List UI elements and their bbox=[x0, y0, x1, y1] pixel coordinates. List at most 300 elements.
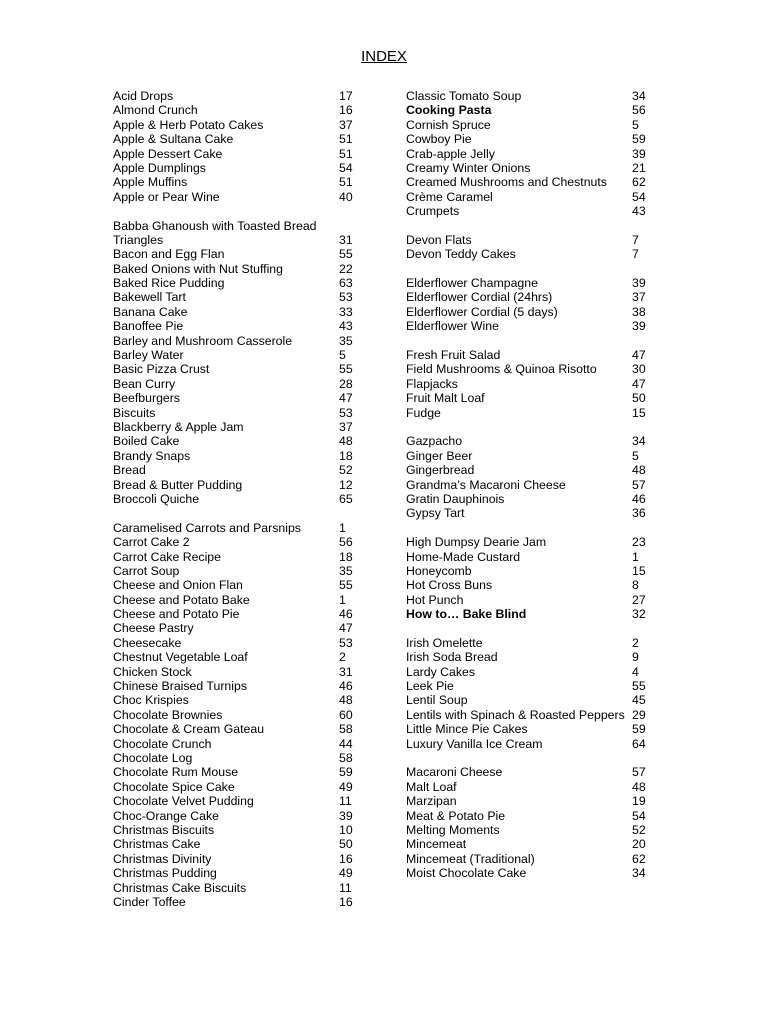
index-entry bbox=[113, 334, 358, 348]
index-entry bbox=[113, 722, 358, 736]
entry-title: Apple & Sultana Cake bbox=[113, 132, 234, 147]
index-entry bbox=[406, 693, 652, 707]
entry-page-number: 1 bbox=[339, 592, 346, 607]
index-entry bbox=[113, 391, 358, 405]
entry-title: Elderflower Cordial (5 days) bbox=[406, 304, 558, 319]
index-entry bbox=[406, 348, 652, 362]
entry-page-number: 23 bbox=[632, 535, 646, 550]
entry-title: Fudge bbox=[406, 405, 441, 420]
entry-page-number: 21 bbox=[632, 160, 646, 175]
entry-title: Little Mince Pie Cakes bbox=[406, 722, 528, 737]
entry-page-number: 22 bbox=[339, 261, 353, 276]
entry-page-number: 53 bbox=[339, 635, 353, 650]
entry-title: Bean Curry bbox=[113, 376, 176, 391]
entry-page-number: 7 bbox=[632, 247, 639, 262]
entry-title: Irish Soda Bread bbox=[406, 650, 498, 665]
index-entry bbox=[113, 535, 358, 549]
index-entry bbox=[406, 708, 652, 722]
entry-title: Banoffee Pie bbox=[113, 319, 184, 334]
entry-page-number: 64 bbox=[632, 736, 646, 751]
entry-page-number: 50 bbox=[632, 391, 646, 406]
entry-page-number: 15 bbox=[632, 563, 646, 578]
index-entry bbox=[406, 118, 652, 132]
entry-title: Moist Chocolate Cake bbox=[406, 866, 527, 881]
entry-page-number: 2 bbox=[339, 650, 346, 665]
entry-title: Cheesecake bbox=[113, 635, 182, 650]
index-entry bbox=[113, 420, 358, 434]
entry-title: Apple & Herb Potato Cakes bbox=[113, 117, 264, 132]
index-entry bbox=[406, 794, 652, 808]
index-entry bbox=[113, 290, 358, 304]
index-entry bbox=[113, 276, 358, 290]
index-entry bbox=[406, 204, 652, 218]
index-entry bbox=[113, 247, 358, 261]
entry-title: Classic Tomato Soup bbox=[406, 89, 522, 103]
entry-page-number: 46 bbox=[339, 679, 353, 694]
page-title bbox=[0, 48, 768, 66]
entry-page-number: 12 bbox=[339, 477, 353, 492]
entry-title: Choc-Orange Cake bbox=[113, 808, 219, 823]
index-entry bbox=[406, 578, 652, 592]
index-entry bbox=[406, 679, 652, 693]
entry-page-number: 1 bbox=[632, 549, 639, 564]
index-entry bbox=[113, 521, 358, 535]
index-entry bbox=[406, 132, 652, 146]
entry-title: Chinese Braised Turnips bbox=[113, 679, 247, 694]
entry-title: Crumpets bbox=[406, 204, 460, 219]
entry-title: Barley Water bbox=[113, 348, 184, 363]
index-entry bbox=[113, 708, 358, 722]
entry-title: Chocolate Velvet Pudding bbox=[113, 794, 254, 809]
index-entry bbox=[406, 478, 652, 492]
entry-page-number: 19 bbox=[632, 794, 646, 809]
entry-title: Acid Drops bbox=[113, 89, 174, 103]
entry-title: Christmas Pudding bbox=[113, 866, 217, 881]
index-entry bbox=[406, 319, 652, 333]
entry-page-number: 20 bbox=[632, 837, 646, 852]
entry-page-number: 47 bbox=[339, 621, 353, 636]
entry-page-number: 50 bbox=[339, 837, 353, 852]
index-entry bbox=[406, 636, 652, 650]
entry-page-number: 43 bbox=[339, 319, 353, 334]
index-entry bbox=[406, 463, 652, 477]
entry-title: Chocolate Crunch bbox=[113, 736, 212, 751]
index-entry bbox=[113, 751, 358, 765]
index-entry bbox=[406, 837, 652, 851]
entry-title: Chicken Stock bbox=[113, 664, 192, 679]
entry-title: Brandy Snaps bbox=[113, 448, 191, 463]
entry-page-number: 58 bbox=[339, 750, 353, 765]
entry-title: Christmas Cake Biscuits bbox=[113, 880, 247, 895]
index-entry bbox=[406, 809, 652, 823]
entry-page-number: 55 bbox=[339, 578, 353, 593]
entry-title: Biscuits bbox=[113, 405, 156, 420]
entry-title: Chocolate Brownies bbox=[113, 707, 223, 722]
entry-page-number: 55 bbox=[339, 247, 353, 262]
entry-page-number: 46 bbox=[339, 607, 353, 622]
entry-title: Fresh Fruit Salad bbox=[406, 348, 501, 363]
index-entry bbox=[113, 823, 358, 837]
index-entry bbox=[113, 794, 358, 808]
index-group bbox=[406, 535, 652, 621]
index-entry bbox=[113, 434, 358, 448]
entry-title: Mincemeat (Traditional) bbox=[406, 851, 535, 866]
index-entry bbox=[406, 722, 652, 736]
entry-title: Baked Onions with Nut Stuffing bbox=[113, 261, 283, 276]
index-entry bbox=[406, 852, 652, 866]
entry-page-number: 54 bbox=[632, 808, 646, 823]
index-entry bbox=[113, 348, 358, 362]
entry-page-number: 39 bbox=[632, 319, 646, 334]
index-entry bbox=[113, 679, 358, 693]
entry-title: Hot Cross Buns bbox=[406, 578, 493, 593]
index-entry bbox=[406, 290, 652, 304]
entry-title: Flapjacks bbox=[406, 376, 458, 391]
entry-title: Basic Pizza Crust bbox=[113, 362, 210, 377]
index-entry bbox=[113, 89, 358, 103]
entry-title: Elderflower Cordial (24hrs) bbox=[406, 290, 553, 305]
entry-page-number: 34 bbox=[632, 89, 646, 103]
entry-page-number: 18 bbox=[339, 448, 353, 463]
entry-title: Hot Punch bbox=[406, 592, 464, 607]
index-entry bbox=[406, 103, 652, 117]
entry-title: Gratin Dauphinois bbox=[406, 491, 505, 506]
index-entry bbox=[113, 377, 358, 391]
index-entry bbox=[113, 305, 358, 319]
entry-title: Bacon and Egg Flan bbox=[113, 247, 225, 262]
index-entry bbox=[406, 89, 652, 103]
entry-title: Creamed Mushrooms and Chestnuts bbox=[406, 175, 607, 190]
index-entry bbox=[113, 837, 358, 851]
index-entry bbox=[113, 578, 358, 592]
entry-title: Irish Omelette bbox=[406, 635, 483, 650]
entry-title: Crème Caramel bbox=[406, 189, 493, 204]
entry-page-number: 47 bbox=[632, 376, 646, 391]
index-group bbox=[406, 434, 652, 520]
entry-title: Field Mushrooms & Quinoa Risotto bbox=[406, 362, 597, 377]
entry-page-number: 57 bbox=[632, 765, 646, 780]
index-entry bbox=[113, 175, 358, 189]
index-entry bbox=[406, 866, 652, 880]
index-entry bbox=[113, 190, 358, 204]
index-entry bbox=[406, 550, 652, 564]
index-group bbox=[406, 765, 652, 880]
entry-page-number: 65 bbox=[339, 491, 353, 506]
entry-title: Luxury Vanilla Ice Cream bbox=[406, 736, 543, 751]
index-entry bbox=[406, 780, 652, 794]
entry-page-number: 16 bbox=[339, 894, 353, 909]
entry-title: Cheese and Potato Pie bbox=[113, 607, 240, 622]
entry-title: Cowboy Pie bbox=[406, 132, 472, 147]
entry-title: Grandma’s Macaroni Cheese bbox=[406, 477, 566, 492]
entry-page-number: 51 bbox=[339, 132, 353, 147]
entry-page-number: 55 bbox=[632, 679, 646, 694]
index-entry bbox=[113, 621, 358, 635]
index-entry bbox=[113, 132, 358, 146]
entry-title: Elderflower Wine bbox=[406, 319, 499, 334]
entry-title: Beefburgers bbox=[113, 391, 180, 406]
entry-page-number: 51 bbox=[339, 175, 353, 190]
entry-page-number: 39 bbox=[339, 808, 353, 823]
index-entry bbox=[113, 809, 358, 823]
entry-title: Carrot Soup bbox=[113, 563, 180, 578]
entry-page-number: 48 bbox=[632, 463, 646, 478]
entry-title: Chocolate Log bbox=[113, 750, 193, 765]
entry-page-number: 43 bbox=[632, 204, 646, 219]
entry-title: Chocolate Spice Cake bbox=[113, 779, 235, 794]
index-entry bbox=[406, 650, 652, 664]
entry-page-number: 34 bbox=[632, 866, 646, 881]
index-entry bbox=[406, 492, 652, 506]
index-group bbox=[406, 233, 652, 262]
entry-title: Apple Dessert Cake bbox=[113, 146, 223, 161]
entry-page-number: 34 bbox=[632, 434, 646, 449]
index-entry bbox=[113, 550, 358, 564]
index-heading: INDEX bbox=[361, 48, 407, 65]
entry-title: Chocolate Rum Mouse bbox=[113, 765, 239, 780]
entry-page-number: 48 bbox=[632, 779, 646, 794]
entry-page-number: 27 bbox=[632, 592, 646, 607]
index-entry bbox=[113, 161, 358, 175]
entry-page-number: 38 bbox=[632, 304, 646, 319]
index-entry bbox=[406, 535, 652, 549]
index-entry bbox=[113, 406, 358, 420]
index-entry bbox=[113, 765, 358, 779]
index-entry bbox=[113, 866, 358, 880]
entry-page-number: 46 bbox=[632, 491, 646, 506]
index-entry bbox=[113, 665, 358, 679]
entry-title: Crab-apple Jelly bbox=[406, 146, 495, 161]
entry-title: Almond Crunch bbox=[113, 103, 198, 118]
entry-title: Cinder Toffee bbox=[113, 894, 186, 909]
entry-title: Apple Dumplings bbox=[113, 160, 206, 175]
index-entry bbox=[113, 895, 358, 909]
entry-title: Malt Loaf bbox=[406, 779, 457, 794]
entry-title: Honeycomb bbox=[406, 563, 472, 578]
entry-page-number: 35 bbox=[339, 333, 353, 348]
entry-title: Gingerbread bbox=[406, 463, 475, 478]
entry-page-number: 53 bbox=[339, 290, 353, 305]
entry-page-number: 16 bbox=[339, 103, 353, 118]
index-entry bbox=[113, 449, 358, 463]
entry-title: Mincemeat bbox=[406, 837, 467, 852]
index-entry bbox=[113, 103, 358, 117]
entry-title: Gypsy Tart bbox=[406, 506, 465, 521]
entry-page-number: 59 bbox=[339, 765, 353, 780]
entry-page-number: 2 bbox=[632, 635, 639, 650]
index-entry bbox=[406, 161, 652, 175]
entry-title: Cheese and Potato Bake bbox=[113, 592, 250, 607]
index-entry bbox=[406, 823, 652, 837]
entry-title: Melting Moments bbox=[406, 822, 500, 837]
index-entry bbox=[113, 492, 358, 506]
entry-title: Banana Cake bbox=[113, 304, 188, 319]
entry-page-number: 11 bbox=[339, 794, 352, 809]
entry-page-number: 10 bbox=[339, 822, 353, 837]
entry-page-number: 36 bbox=[632, 506, 646, 521]
entry-page-number: 1 bbox=[339, 520, 346, 535]
entry-title: Carrot Cake 2 bbox=[113, 535, 190, 550]
entry-page-number: 47 bbox=[339, 391, 353, 406]
index-group bbox=[406, 348, 652, 420]
entry-page-number: 35 bbox=[339, 563, 353, 578]
entry-title: How to… Bake Blind bbox=[406, 607, 527, 622]
entry-title: Carrot Cake Recipe bbox=[113, 549, 221, 564]
entry-page-number: 31 bbox=[339, 664, 353, 679]
index-entry bbox=[406, 190, 652, 204]
index-entry bbox=[406, 247, 652, 261]
entry-title: Cooking Pasta bbox=[406, 103, 492, 118]
index-entry bbox=[113, 319, 358, 333]
entry-title: Apple Muffins bbox=[113, 175, 188, 190]
entry-page-number: 5 bbox=[632, 448, 639, 463]
entry-title: Bread & Butter Pudding bbox=[113, 477, 243, 492]
index-entry bbox=[113, 650, 358, 664]
entry-title: Cheese and Onion Flan bbox=[113, 578, 243, 593]
entry-page-number: 28 bbox=[339, 376, 353, 391]
entry-page-number: 39 bbox=[632, 276, 646, 291]
index-entry bbox=[406, 665, 652, 679]
entry-title: Marzipan bbox=[406, 794, 457, 809]
entry-page-number: 9 bbox=[632, 650, 639, 665]
index-entry bbox=[406, 406, 652, 420]
entry-page-number: 54 bbox=[339, 160, 353, 175]
index-entry bbox=[406, 175, 652, 189]
index-entry bbox=[113, 881, 358, 895]
entry-page-number: 51 bbox=[339, 146, 353, 161]
index-group bbox=[406, 636, 652, 751]
entry-page-number: 7 bbox=[632, 232, 639, 247]
entry-page-number: 49 bbox=[339, 866, 353, 881]
index-entry bbox=[113, 147, 358, 161]
entry-page-number: 33 bbox=[339, 304, 353, 319]
entry-page-number: 57 bbox=[632, 477, 646, 492]
index-entry bbox=[406, 147, 652, 161]
index-entry bbox=[113, 219, 358, 248]
index-entry bbox=[113, 593, 358, 607]
index-entry bbox=[113, 780, 358, 794]
entry-page-number: 17 bbox=[339, 89, 353, 103]
entry-page-number: 15 bbox=[632, 405, 646, 420]
index-entry bbox=[406, 765, 652, 779]
entry-page-number: 53 bbox=[339, 405, 353, 420]
entry-page-number: 31 bbox=[339, 232, 353, 247]
entry-title: Creamy Winter Onions bbox=[406, 160, 531, 175]
index-entry bbox=[113, 636, 358, 650]
entry-title: Gazpacho bbox=[406, 434, 463, 449]
entry-page-number: 30 bbox=[632, 362, 646, 377]
index-entry bbox=[113, 362, 358, 376]
entry-title: Christmas Divinity bbox=[113, 851, 212, 866]
index-entry bbox=[113, 118, 358, 132]
entry-page-number: 44 bbox=[339, 736, 353, 751]
index-group bbox=[113, 219, 358, 507]
index-entry bbox=[113, 607, 358, 621]
index-entry bbox=[406, 305, 652, 319]
index-entry bbox=[406, 564, 652, 578]
entry-page-number: 63 bbox=[339, 276, 353, 291]
entry-title: Lentil Soup bbox=[406, 693, 468, 708]
entry-title: Christmas Biscuits bbox=[113, 822, 215, 837]
entry-title: Leek Pie bbox=[406, 679, 454, 694]
entry-page-number: 58 bbox=[339, 722, 353, 737]
entry-title: Devon Teddy Cakes bbox=[406, 247, 516, 262]
entry-title: Cornish Spruce bbox=[406, 117, 491, 132]
entry-title: Boiled Cake bbox=[113, 434, 180, 449]
entry-page-number: 55 bbox=[339, 362, 353, 377]
index-entry bbox=[406, 737, 652, 751]
entry-title: Apple or Pear Wine bbox=[113, 189, 220, 204]
entry-page-number: 8 bbox=[632, 578, 639, 593]
entry-title: Caramelised Carrots and Parsnips bbox=[113, 520, 301, 535]
entry-page-number: 48 bbox=[339, 434, 353, 449]
entry-title: Elderflower Champagne bbox=[406, 276, 538, 291]
index-entry bbox=[406, 607, 652, 621]
entry-page-number: 5 bbox=[339, 348, 346, 363]
index-entry bbox=[406, 506, 652, 520]
entry-page-number: 16 bbox=[339, 851, 353, 866]
index-column-left bbox=[113, 89, 358, 924]
entry-page-number: 40 bbox=[339, 189, 353, 204]
index-group bbox=[406, 89, 652, 219]
entry-page-number: 37 bbox=[339, 420, 353, 434]
entry-title: Devon Flats bbox=[406, 232, 472, 247]
entry-page-number: 54 bbox=[632, 189, 646, 204]
entry-title: Barley and Mushroom Casserole bbox=[113, 333, 293, 348]
index-entry bbox=[406, 434, 652, 448]
entry-page-number: 45 bbox=[632, 693, 646, 708]
entry-page-number: 59 bbox=[632, 132, 646, 147]
entry-page-number: 52 bbox=[339, 463, 353, 478]
index-entry bbox=[406, 276, 652, 290]
entry-title: Chocolate & Cream Gateau bbox=[113, 722, 265, 737]
index-entry bbox=[406, 593, 652, 607]
index-entry bbox=[406, 391, 652, 405]
entry-page-number: 37 bbox=[339, 117, 353, 132]
entry-page-number: 4 bbox=[632, 664, 639, 679]
entry-page-number: 52 bbox=[632, 822, 646, 837]
index-entry bbox=[113, 693, 358, 707]
entry-title: Ginger Beer bbox=[406, 448, 473, 463]
entry-page-number: 48 bbox=[339, 693, 353, 708]
entry-title: Meat & Potato Pie bbox=[406, 808, 506, 823]
entry-title: Chestnut Vegetable Loaf bbox=[113, 650, 248, 665]
entry-page-number: 11 bbox=[339, 880, 352, 895]
index-group bbox=[113, 521, 358, 910]
entry-page-number: 29 bbox=[632, 707, 646, 722]
entry-page-number: 59 bbox=[632, 722, 646, 737]
index-entry bbox=[406, 233, 652, 247]
entry-page-number: 47 bbox=[632, 348, 646, 363]
entry-title: Lardy Cakes bbox=[406, 664, 476, 679]
entry-page-number: 56 bbox=[632, 103, 646, 118]
index-entry bbox=[113, 463, 358, 477]
index-entry bbox=[113, 564, 358, 578]
index-entry bbox=[113, 852, 358, 866]
entry-page-number: 5 bbox=[632, 117, 639, 132]
index-column-right bbox=[406, 89, 652, 895]
index-group bbox=[406, 276, 652, 334]
entry-page-number: 62 bbox=[632, 175, 646, 190]
entry-title: Babba Ghanoush with Toasted Bread Triangles bbox=[113, 218, 317, 247]
entry-page-number: 39 bbox=[632, 146, 646, 161]
entry-page-number: 62 bbox=[632, 851, 646, 866]
index-entry bbox=[113, 737, 358, 751]
entry-page-number: 32 bbox=[632, 607, 646, 622]
index-entry bbox=[406, 362, 652, 376]
index-entry bbox=[406, 377, 652, 391]
entry-title: Bread bbox=[113, 463, 146, 478]
